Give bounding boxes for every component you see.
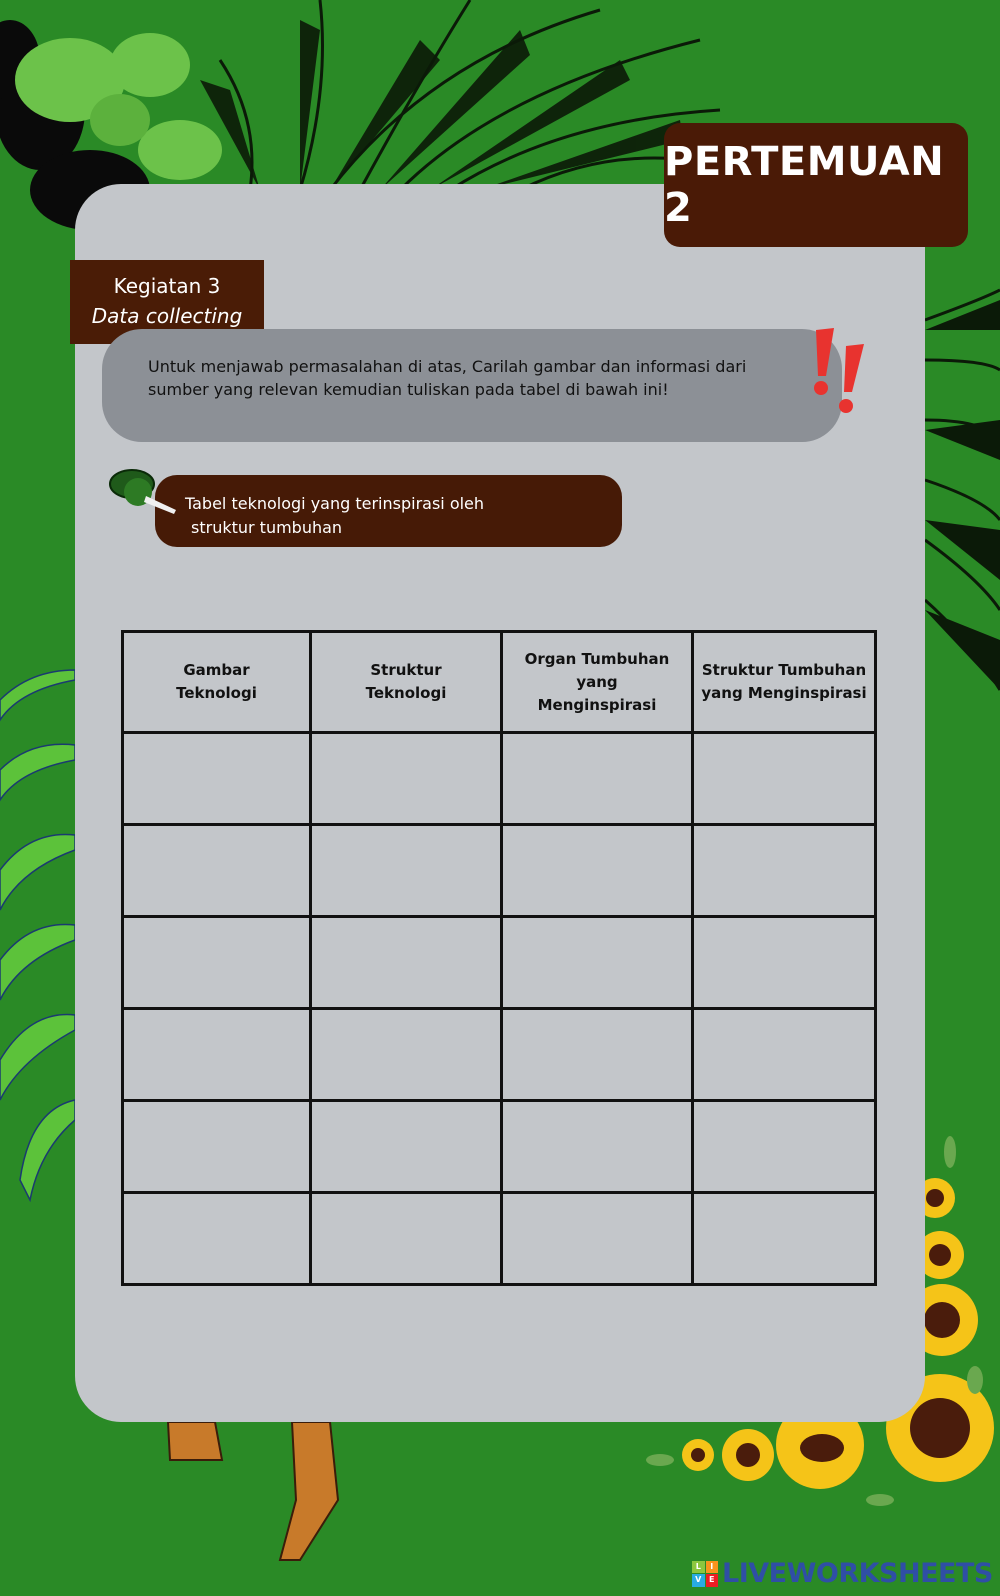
table-row [123, 733, 876, 825]
answer-cell[interactable] [123, 825, 311, 917]
activity-name: Data collecting [91, 304, 243, 328]
column-header [123, 632, 311, 733]
answer-cell[interactable] [123, 1193, 311, 1285]
table-row [123, 1009, 876, 1101]
table-row [123, 1101, 876, 1193]
answer-cell[interactable] [311, 825, 502, 917]
answer-cell[interactable] [693, 1009, 876, 1101]
caption-text [185, 492, 484, 540]
logo-letter: E [706, 1574, 719, 1587]
table-row [123, 917, 876, 1009]
answer-cell[interactable] [693, 733, 876, 825]
meeting-title-box [664, 123, 968, 247]
header-line: Struktur Tumbuhan [701, 661, 867, 679]
table-row [123, 825, 876, 917]
activity-number: Kegiatan 3 [113, 274, 221, 298]
logo-letter: I [706, 1561, 719, 1574]
answer-cell[interactable] [311, 733, 502, 825]
logo-letter: L [692, 1561, 705, 1574]
instruction-bubble [102, 329, 842, 442]
instruction-text [148, 355, 788, 401]
answer-cell[interactable] [502, 1009, 693, 1101]
answer-cell[interactable] [502, 733, 693, 825]
answer-cell[interactable] [123, 1101, 311, 1193]
liveworksheets-logo-icon [692, 1561, 718, 1587]
column-header [502, 632, 693, 733]
header-line: Teknologi [176, 684, 257, 702]
answer-cell[interactable] [311, 917, 502, 1009]
header-line: Gambar [183, 661, 250, 679]
logo-letter: V [692, 1574, 705, 1587]
answer-cell[interactable] [502, 1101, 693, 1193]
answer-cell[interactable] [123, 1009, 311, 1101]
table-header-row [123, 632, 876, 733]
exclamation-icon [808, 326, 880, 416]
brand-name: LIVEWORKSHEETS [722, 1558, 993, 1589]
header-line: yang Menginspirasi [701, 684, 867, 702]
answer-cell[interactable] [693, 1193, 876, 1285]
column-header [311, 632, 502, 733]
header-line: Struktur [370, 661, 442, 679]
caption-line: Tabel teknologi yang terinspirasi oleh [185, 494, 485, 513]
instruction-line: sumber yang relevan kemudian tuliskan pada tabel di bawah ini! [148, 380, 669, 399]
answer-cell[interactable] [693, 917, 876, 1009]
answer-cell[interactable] [502, 917, 693, 1009]
instruction-line: Untuk menjawab permasalahan di atas, Carilah gambar dan informasi dari [148, 357, 747, 376]
header-line: Menginspirasi [537, 695, 657, 714]
header-line: Teknologi [365, 684, 447, 702]
answer-cell[interactable] [502, 1193, 693, 1285]
answer-cell[interactable] [311, 1009, 502, 1101]
caption-line: struktur tumbuhan [191, 518, 343, 537]
table-row [123, 1193, 876, 1285]
answer-cell[interactable] [311, 1193, 502, 1285]
answer-cell[interactable] [502, 825, 693, 917]
push-pin-icon [108, 462, 180, 524]
answer-cell[interactable] [123, 733, 311, 825]
technology-table [121, 630, 877, 1286]
column-header [693, 632, 876, 733]
page-title: PERTEMUAN 2 [664, 139, 945, 231]
table-caption [155, 475, 622, 547]
header-line: Organ Tumbuhan [524, 649, 670, 668]
answer-cell[interactable] [311, 1101, 502, 1193]
answer-cell[interactable] [693, 1101, 876, 1193]
answer-cell[interactable] [693, 825, 876, 917]
answer-cell[interactable] [123, 917, 311, 1009]
header-line: yang [576, 672, 618, 691]
liveworksheets-brand[interactable] [692, 1558, 993, 1589]
